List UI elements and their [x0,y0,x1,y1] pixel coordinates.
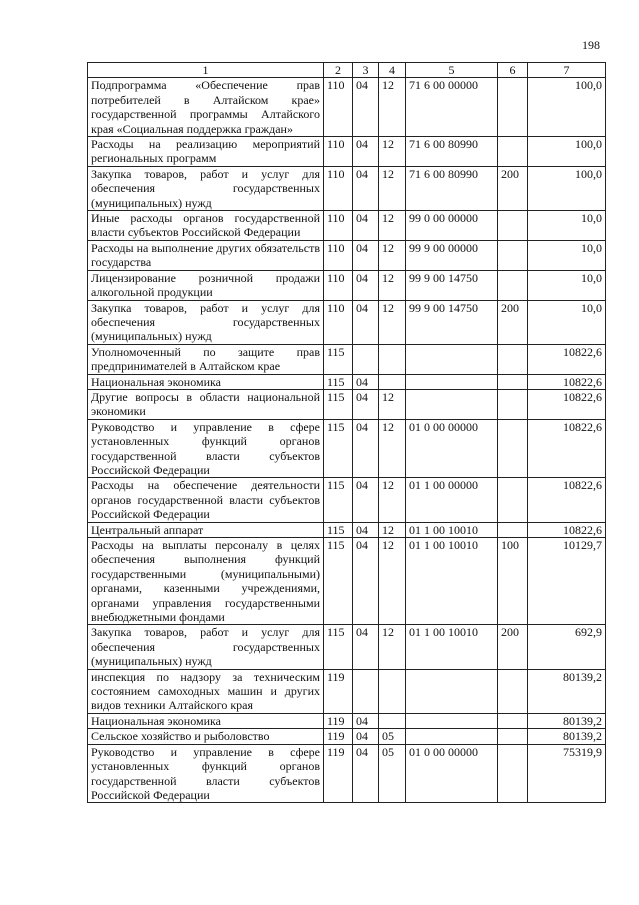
ministry-code-cell: 115 [324,389,353,419]
row-name-cell: Расходы на выплаты персоналу в целях обеспечения выполнения функций государственными (муниципальными) органами, казенными учреждениями, органами управления государственными внебюджетными фондами [88,538,324,625]
section-cell: 04 [353,625,379,669]
section-cell: 04 [353,166,379,210]
amount-cell: 10822,6 [528,478,606,522]
page-number: 198 [582,38,600,52]
subsection-cell [379,669,406,713]
section-cell: 04 [353,538,379,625]
section-cell: 04 [353,137,379,167]
subsection-cell: 12 [379,166,406,210]
subsection-cell: 12 [379,522,406,537]
target-article-cell: 01 1 00 10010 [406,625,498,669]
subsection-cell [379,344,406,374]
table-row [88,166,606,210]
subsection-cell: 12 [379,478,406,522]
amount-cell: 10,0 [528,300,606,344]
target-article-cell [406,669,498,713]
amount-cell: 100,0 [528,137,606,167]
expense-type-cell [498,744,528,803]
target-article-cell: 71 6 00 80990 [406,137,498,167]
target-article-cell: 01 0 00 00000 [406,744,498,803]
table-row [88,522,606,537]
subsection-cell [379,713,406,728]
target-article-cell: 99 9 00 14750 [406,270,498,300]
expense-type-cell [498,389,528,419]
target-article-cell: 01 0 00 00000 [406,419,498,478]
ministry-code-cell: 119 [324,713,353,728]
section-cell: 04 [353,419,379,478]
ministry-code-cell: 119 [324,744,353,803]
ministry-code-cell: 110 [324,240,353,270]
table-row [88,538,606,625]
row-name-cell: Центральный аппарат [88,522,324,537]
amount-cell: 10822,6 [528,374,606,389]
section-cell: 04 [353,729,379,744]
row-name-cell: Закупка товаров, работ и услуг для обеспечения государственных (муниципальных) нужд [88,300,324,344]
table-row [88,729,606,744]
row-name-cell: Уполномоченный по защите прав предпринимателей в Алтайском крае [88,344,324,374]
row-name-cell: Закупка товаров, работ и услуг для обеспечения государственных (муниципальных) нужд [88,625,324,669]
table-row [88,344,606,374]
table-row [88,211,606,241]
target-article-cell [406,389,498,419]
row-name-cell: Расходы на реализацию мероприятий региональных программ [88,137,324,167]
budget-table [87,62,606,803]
section-cell: 04 [353,478,379,522]
ministry-code-cell: 110 [324,137,353,167]
ministry-code-cell: 115 [324,625,353,669]
row-name-cell: Закупка товаров, работ и услуг для обеспечения государственных (муниципальных) нужд [88,166,324,210]
header-row [88,63,606,78]
ministry-code-cell: 110 [324,270,353,300]
section-cell: 04 [353,389,379,419]
table-row [88,625,606,669]
row-name-cell: инспекция по надзору за техническим состоянием самоходных машин и других видов техники Алтайского края [88,669,324,713]
target-article-cell [406,374,498,389]
row-name-cell: Расходы на обеспечение деятельности органов государственной власти субъектов Российской Федерации [88,478,324,522]
target-article-cell: 99 0 00 00000 [406,211,498,241]
target-article-cell: 01 1 00 10010 [406,538,498,625]
amount-cell: 10822,6 [528,419,606,478]
ministry-code-cell: 110 [324,166,353,210]
col-header: 5 [406,63,498,78]
table-row [88,137,606,167]
section-cell [353,344,379,374]
ministry-code-cell: 115 [324,538,353,625]
table-row [88,78,606,137]
row-name-cell: Сельское хозяйство и рыболовство [88,729,324,744]
subsection-cell: 12 [379,389,406,419]
expense-type-cell [498,78,528,137]
section-cell: 04 [353,270,379,300]
row-name-cell: Расходы на выполнение других обязательств государства [88,240,324,270]
amount-cell: 75319,9 [528,744,606,803]
target-article-cell: 71 6 00 00000 [406,78,498,137]
subsection-cell: 12 [379,270,406,300]
amount-cell: 80139,2 [528,669,606,713]
expense-type-cell [498,240,528,270]
expense-type-cell: 200 [498,166,528,210]
expense-type-cell [498,137,528,167]
expense-type-cell: 100 [498,538,528,625]
ministry-code-cell: 119 [324,669,353,713]
subsection-cell: 12 [379,137,406,167]
amount-cell: 80139,2 [528,729,606,744]
table-row [88,744,606,803]
col-header: 6 [498,63,528,78]
expense-type-cell: 200 [498,625,528,669]
target-article-cell [406,729,498,744]
section-cell [353,669,379,713]
section-cell: 04 [353,522,379,537]
col-header: 7 [528,63,606,78]
table-row [88,300,606,344]
ministry-code-cell: 115 [324,522,353,537]
subsection-cell: 12 [379,625,406,669]
subsection-cell: 12 [379,300,406,344]
subsection-cell: 12 [379,240,406,270]
ministry-code-cell: 119 [324,729,353,744]
target-article-cell: 99 9 00 00000 [406,240,498,270]
subsection-cell: 12 [379,419,406,478]
table-row [88,270,606,300]
expense-type-cell [498,713,528,728]
amount-cell: 80139,2 [528,713,606,728]
amount-cell: 10822,6 [528,522,606,537]
target-article-cell: 01 1 00 00000 [406,478,498,522]
section-cell: 04 [353,713,379,728]
expense-type-cell [498,211,528,241]
target-article-cell: 71 6 00 80990 [406,166,498,210]
expense-type-cell [498,344,528,374]
row-name-cell: Другие вопросы в области национальной экономики [88,389,324,419]
row-name-cell: Руководство и управление в сфере установленных функций органов государственной власти субъектов Российской Федерации [88,419,324,478]
col-header: 3 [353,63,379,78]
target-article-cell [406,344,498,374]
row-name-cell: Лицензирование розничной продажи алкогольной продукции [88,270,324,300]
ministry-code-cell: 115 [324,374,353,389]
row-name-cell: Иные расходы органов государственной власти субъектов Российской Федерации [88,211,324,241]
target-article-cell [406,713,498,728]
table-row [88,478,606,522]
col-header: 1 [88,63,324,78]
amount-cell: 10129,7 [528,538,606,625]
expense-type-cell [498,669,528,713]
row-name-cell: Национальная экономика [88,374,324,389]
subsection-cell: 05 [379,744,406,803]
table-row [88,419,606,478]
expense-type-cell [498,270,528,300]
section-cell: 04 [353,374,379,389]
col-header: 4 [379,63,406,78]
row-name-cell: Подпрограмма «Обеспечение прав потребителей в Алтайском крае» государственной программы Алтайского края «Социальная поддержка граждан» [88,78,324,137]
target-article-cell: 01 1 00 10010 [406,522,498,537]
target-article-cell: 99 9 00 14750 [406,300,498,344]
row-name-cell: Руководство и управление в сфере установленных функций органов государственной власти субъектов Российской Федерации [88,744,324,803]
expense-type-cell [498,522,528,537]
table-body [88,78,606,803]
ministry-code-cell: 115 [324,344,353,374]
table-row [88,240,606,270]
ministry-code-cell: 115 [324,419,353,478]
subsection-cell [379,374,406,389]
section-cell: 04 [353,744,379,803]
table-row [88,669,606,713]
expense-type-cell [498,419,528,478]
row-name-cell: Национальная экономика [88,713,324,728]
amount-cell: 10822,6 [528,389,606,419]
expense-type-cell: 200 [498,300,528,344]
subsection-cell: 12 [379,538,406,625]
amount-cell: 10,0 [528,270,606,300]
amount-cell: 10822,6 [528,344,606,374]
amount-cell: 10,0 [528,240,606,270]
amount-cell: 100,0 [528,166,606,210]
section-cell: 04 [353,300,379,344]
section-cell: 04 [353,78,379,137]
ministry-code-cell: 110 [324,78,353,137]
amount-cell: 100,0 [528,78,606,137]
subsection-cell: 12 [379,78,406,137]
expense-type-cell [498,374,528,389]
table-row [88,389,606,419]
table-row [88,374,606,389]
ministry-code-cell: 110 [324,300,353,344]
amount-cell: 10,0 [528,211,606,241]
section-cell: 04 [353,240,379,270]
subsection-cell: 12 [379,211,406,241]
table-row [88,713,606,728]
section-cell: 04 [353,211,379,241]
ministry-code-cell: 115 [324,478,353,522]
col-header: 2 [324,63,353,78]
ministry-code-cell: 110 [324,211,353,241]
expense-type-cell [498,729,528,744]
expense-type-cell [498,478,528,522]
subsection-cell: 05 [379,729,406,744]
amount-cell: 692,9 [528,625,606,669]
